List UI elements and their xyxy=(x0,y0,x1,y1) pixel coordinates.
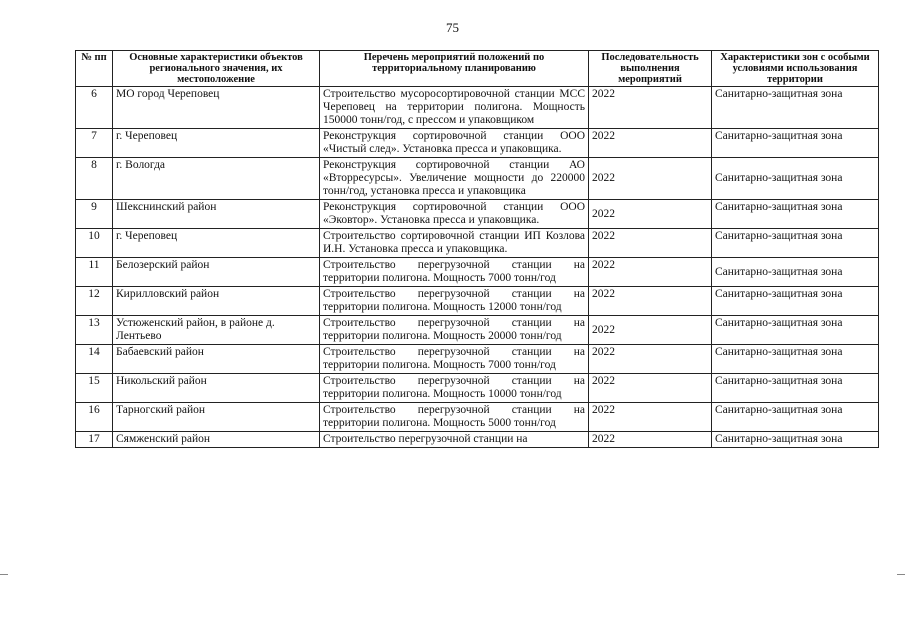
table-row xyxy=(76,129,879,158)
row-zone: Санитарно-защитная зона xyxy=(712,129,879,158)
row-year: 2022 xyxy=(589,316,712,345)
table-row xyxy=(76,432,879,448)
table-row xyxy=(76,200,879,229)
row-location: Тарногский район xyxy=(113,403,320,432)
table-row xyxy=(76,158,879,200)
row-year: 2022 xyxy=(589,200,712,229)
row-zone: Санитарно-защитная зона xyxy=(712,158,879,200)
row-location: г. Череповец xyxy=(113,229,320,258)
row-measure: Реконструкция сортировочной станции АО «Вторресурсы». Увеличение мощности до 220000 тонн/год, установка пресса и упаковщика xyxy=(320,158,589,200)
row-zone: Санитарно-защитная зона xyxy=(712,403,879,432)
row-zone: Санитарно-защитная зона xyxy=(712,432,879,448)
row-measure: Строительство сортировочной станции ИП Козлова И.Н. Установка пресса и упаковщика. xyxy=(320,229,589,258)
row-measure: Строительство перегрузочной станции на территории полигона. Мощность 5000 тонн/год xyxy=(320,403,589,432)
table-row xyxy=(76,345,879,374)
row-zone: Санитарно-защитная зона xyxy=(712,287,879,316)
row-zone: Санитарно-защитная зона xyxy=(712,200,879,229)
row-zone: Санитарно-защитная зона xyxy=(712,87,879,129)
row-year: 2022 xyxy=(589,374,712,403)
header-num: № пп xyxy=(76,51,113,87)
row-zone: Санитарно-защитная зона xyxy=(712,258,879,287)
row-measure: Строительство перегрузочной станции на территории полигона. Мощность 7000 тонн/год xyxy=(320,258,589,287)
header-objects: Основные характеристики объектов регионального значения, их местоположение xyxy=(113,51,320,87)
row-number: 8 xyxy=(76,158,113,200)
row-zone: Санитарно-защитная зона xyxy=(712,374,879,403)
page-number: 75 xyxy=(446,20,459,35)
row-measure: Строительство перегрузочной станции на территории полигона. Мощность 10000 тонн/год xyxy=(320,374,589,403)
row-location: г. Вологда xyxy=(113,158,320,200)
table-row xyxy=(76,374,879,403)
scan-edge-mark xyxy=(0,574,8,575)
row-number: 12 xyxy=(76,287,113,316)
row-location: Никольский район xyxy=(113,374,320,403)
header-measures: Перечень мероприятий положений по территориальному планированию xyxy=(320,51,589,87)
row-year: 2022 xyxy=(589,258,712,287)
row-measure: Строительство перегрузочной станции на территории полигона. Мощность 12000 тонн/год xyxy=(320,287,589,316)
row-location: г. Череповец xyxy=(113,129,320,158)
row-number: 15 xyxy=(76,374,113,403)
row-year: 2022 xyxy=(589,87,712,129)
table-row xyxy=(76,403,879,432)
row-year: 2022 xyxy=(589,158,712,200)
table-header-row xyxy=(76,51,879,87)
table-row xyxy=(76,316,879,345)
row-year: 2022 xyxy=(589,432,712,448)
row-location: Бабаевский район xyxy=(113,345,320,374)
table-row xyxy=(76,229,879,258)
row-measure: Строительство перегрузочной станции на территории полигона. Мощность 20000 тонн/год xyxy=(320,316,589,345)
measures-table xyxy=(75,50,879,448)
row-location: Кирилловский район xyxy=(113,287,320,316)
row-number: 7 xyxy=(76,129,113,158)
row-location: Белозерский район xyxy=(113,258,320,287)
table-row xyxy=(76,258,879,287)
row-number: 16 xyxy=(76,403,113,432)
row-measure: Реконструкция сортировочной станции ООО «Эковтор». Установка пресса и упаковщика. xyxy=(320,200,589,229)
row-year: 2022 xyxy=(589,229,712,258)
header-sequence: Последовательность выполнения мероприятий xyxy=(589,51,712,87)
row-number: 13 xyxy=(76,316,113,345)
row-number: 14 xyxy=(76,345,113,374)
row-zone: Санитарно-защитная зона xyxy=(712,345,879,374)
row-location: МО город Череповец xyxy=(113,87,320,129)
row-measure: Строительство мусоросортировочной станции МСС Череповец на территории полигона. Мощность 150000 тонн/год, с прессом и упаковщиком xyxy=(320,87,589,129)
row-year: 2022 xyxy=(589,403,712,432)
row-location: Шекснинский район xyxy=(113,200,320,229)
row-number: 11 xyxy=(76,258,113,287)
row-number: 10 xyxy=(76,229,113,258)
row-location: Устюженский район, в районе д. Лентьево xyxy=(113,316,320,345)
row-number: 6 xyxy=(76,87,113,129)
row-location: Сямженский район xyxy=(113,432,320,448)
table-row xyxy=(76,287,879,316)
table-row xyxy=(76,87,879,129)
row-measure: Строительство перегрузочной станции на xyxy=(320,432,589,448)
row-zone: Санитарно-защитная зона xyxy=(712,229,879,258)
row-zone: Санитарно-защитная зона xyxy=(712,316,879,345)
row-year: 2022 xyxy=(589,345,712,374)
row-number: 17 xyxy=(76,432,113,448)
row-year: 2022 xyxy=(589,129,712,158)
header-zones: Характеристики зон с особыми условиями использования территории xyxy=(712,51,879,87)
row-measure: Строительство перегрузочной станции на территории полигона. Мощность 7000 тонн/год xyxy=(320,345,589,374)
row-measure: Реконструкция сортировочной станции ООО «Чистый след». Установка пресса и упаковщика. xyxy=(320,129,589,158)
row-year: 2022 xyxy=(589,287,712,316)
row-number: 9 xyxy=(76,200,113,229)
scan-edge-mark xyxy=(897,574,905,575)
